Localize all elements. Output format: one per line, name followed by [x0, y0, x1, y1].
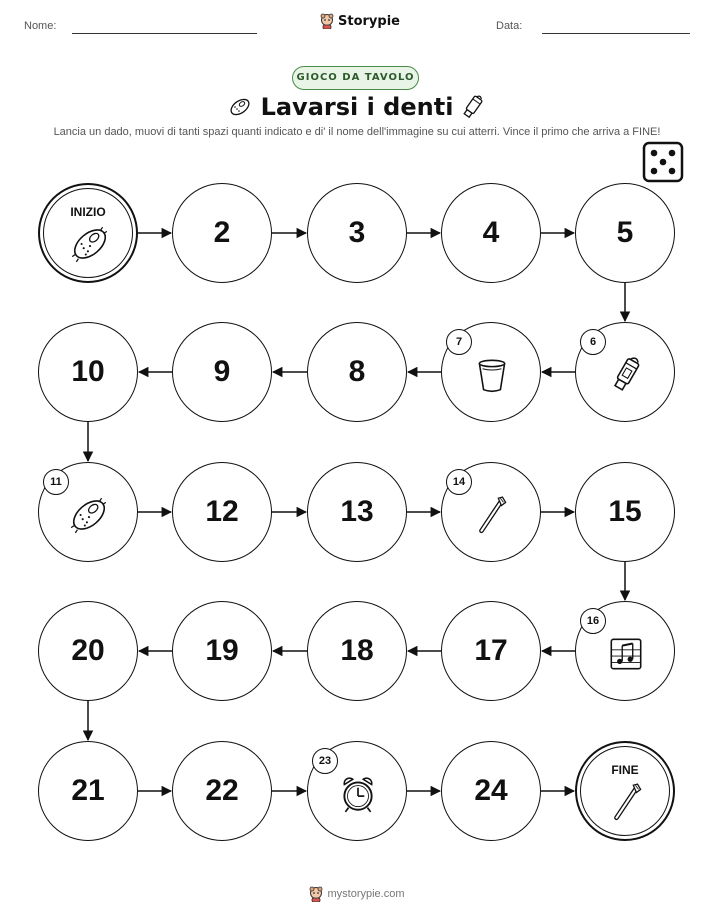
- space-9: [172, 322, 272, 422]
- space-number: 9: [213, 355, 231, 388]
- space-3: [307, 183, 407, 283]
- space-2: [172, 183, 272, 283]
- space-18: [307, 601, 407, 701]
- germ-icon: [68, 494, 110, 536]
- space-number: 15: [608, 495, 642, 528]
- footer: [0, 886, 714, 902]
- space-number-badge: 7: [446, 329, 472, 355]
- space-22: [172, 741, 272, 841]
- space-5: [575, 183, 675, 283]
- space-14: [441, 462, 541, 562]
- space-number-badge: 6: [580, 329, 606, 355]
- toothbrush-icon: [471, 494, 513, 536]
- space-number: 19: [205, 634, 239, 667]
- space-number: 20: [71, 634, 105, 667]
- space-15: [575, 462, 675, 562]
- space-number: 12: [205, 495, 239, 528]
- space-number: 22: [205, 774, 239, 807]
- space-number: 10: [71, 355, 105, 388]
- game-type-badge: GIOCO DA TAVOLO: [292, 66, 419, 90]
- cup-icon: [471, 354, 513, 396]
- space-number-badge: 16: [580, 608, 606, 634]
- germ-icon: [69, 223, 111, 265]
- page-title: Lavarsi i denti: [260, 93, 454, 121]
- space-label: INIZIO: [70, 205, 106, 219]
- space-number: 5: [616, 216, 634, 249]
- space-13: [307, 462, 407, 562]
- space-number: 24: [474, 774, 508, 807]
- space-16: [575, 601, 675, 701]
- space-23: [307, 741, 407, 841]
- space-19: [172, 601, 272, 701]
- space-number-badge: 11: [43, 469, 69, 495]
- space-12: [172, 462, 272, 562]
- alarm-clock-icon: [337, 773, 379, 815]
- brand-name: Storypie: [338, 13, 400, 29]
- footer-url[interactable]: mystorypie.com: [327, 888, 405, 900]
- storypie-mascot-icon: [309, 886, 323, 902]
- space-24: [441, 741, 541, 841]
- music-icon: [605, 633, 647, 675]
- space-8: [307, 322, 407, 422]
- space-11: [38, 462, 138, 562]
- space-number: 4: [482, 216, 500, 249]
- space-number-badge: 14: [446, 469, 472, 495]
- space-6: [575, 322, 675, 422]
- space-17: [441, 601, 541, 701]
- instructions-text: Lancia un dado, muovi di tanti spazi quanti indicato e di' il nome dell'immagine su cui atterri. Vince il primo che arriva a FINE!: [53, 126, 661, 138]
- space-1: [38, 183, 138, 283]
- space-number: 18: [340, 634, 374, 667]
- space-number: 8: [348, 355, 366, 388]
- space-25: [575, 741, 675, 841]
- toothpaste-icon: [605, 354, 647, 396]
- space-21: [38, 741, 138, 841]
- space-label: FINE: [611, 763, 639, 777]
- space-number: 13: [340, 495, 374, 528]
- name-label: Nome:: [24, 20, 57, 32]
- space-number: 2: [213, 216, 231, 249]
- date-label: Data:: [496, 20, 523, 32]
- space-number: 17: [474, 634, 508, 667]
- space-number-badge: 23: [312, 748, 338, 774]
- space-number: 21: [71, 774, 105, 807]
- space-number: 3: [348, 216, 366, 249]
- space-7: [441, 322, 541, 422]
- space-4: [441, 183, 541, 283]
- space-20: [38, 601, 138, 701]
- toothbrush-icon: [606, 781, 648, 823]
- space-10: [38, 322, 138, 422]
